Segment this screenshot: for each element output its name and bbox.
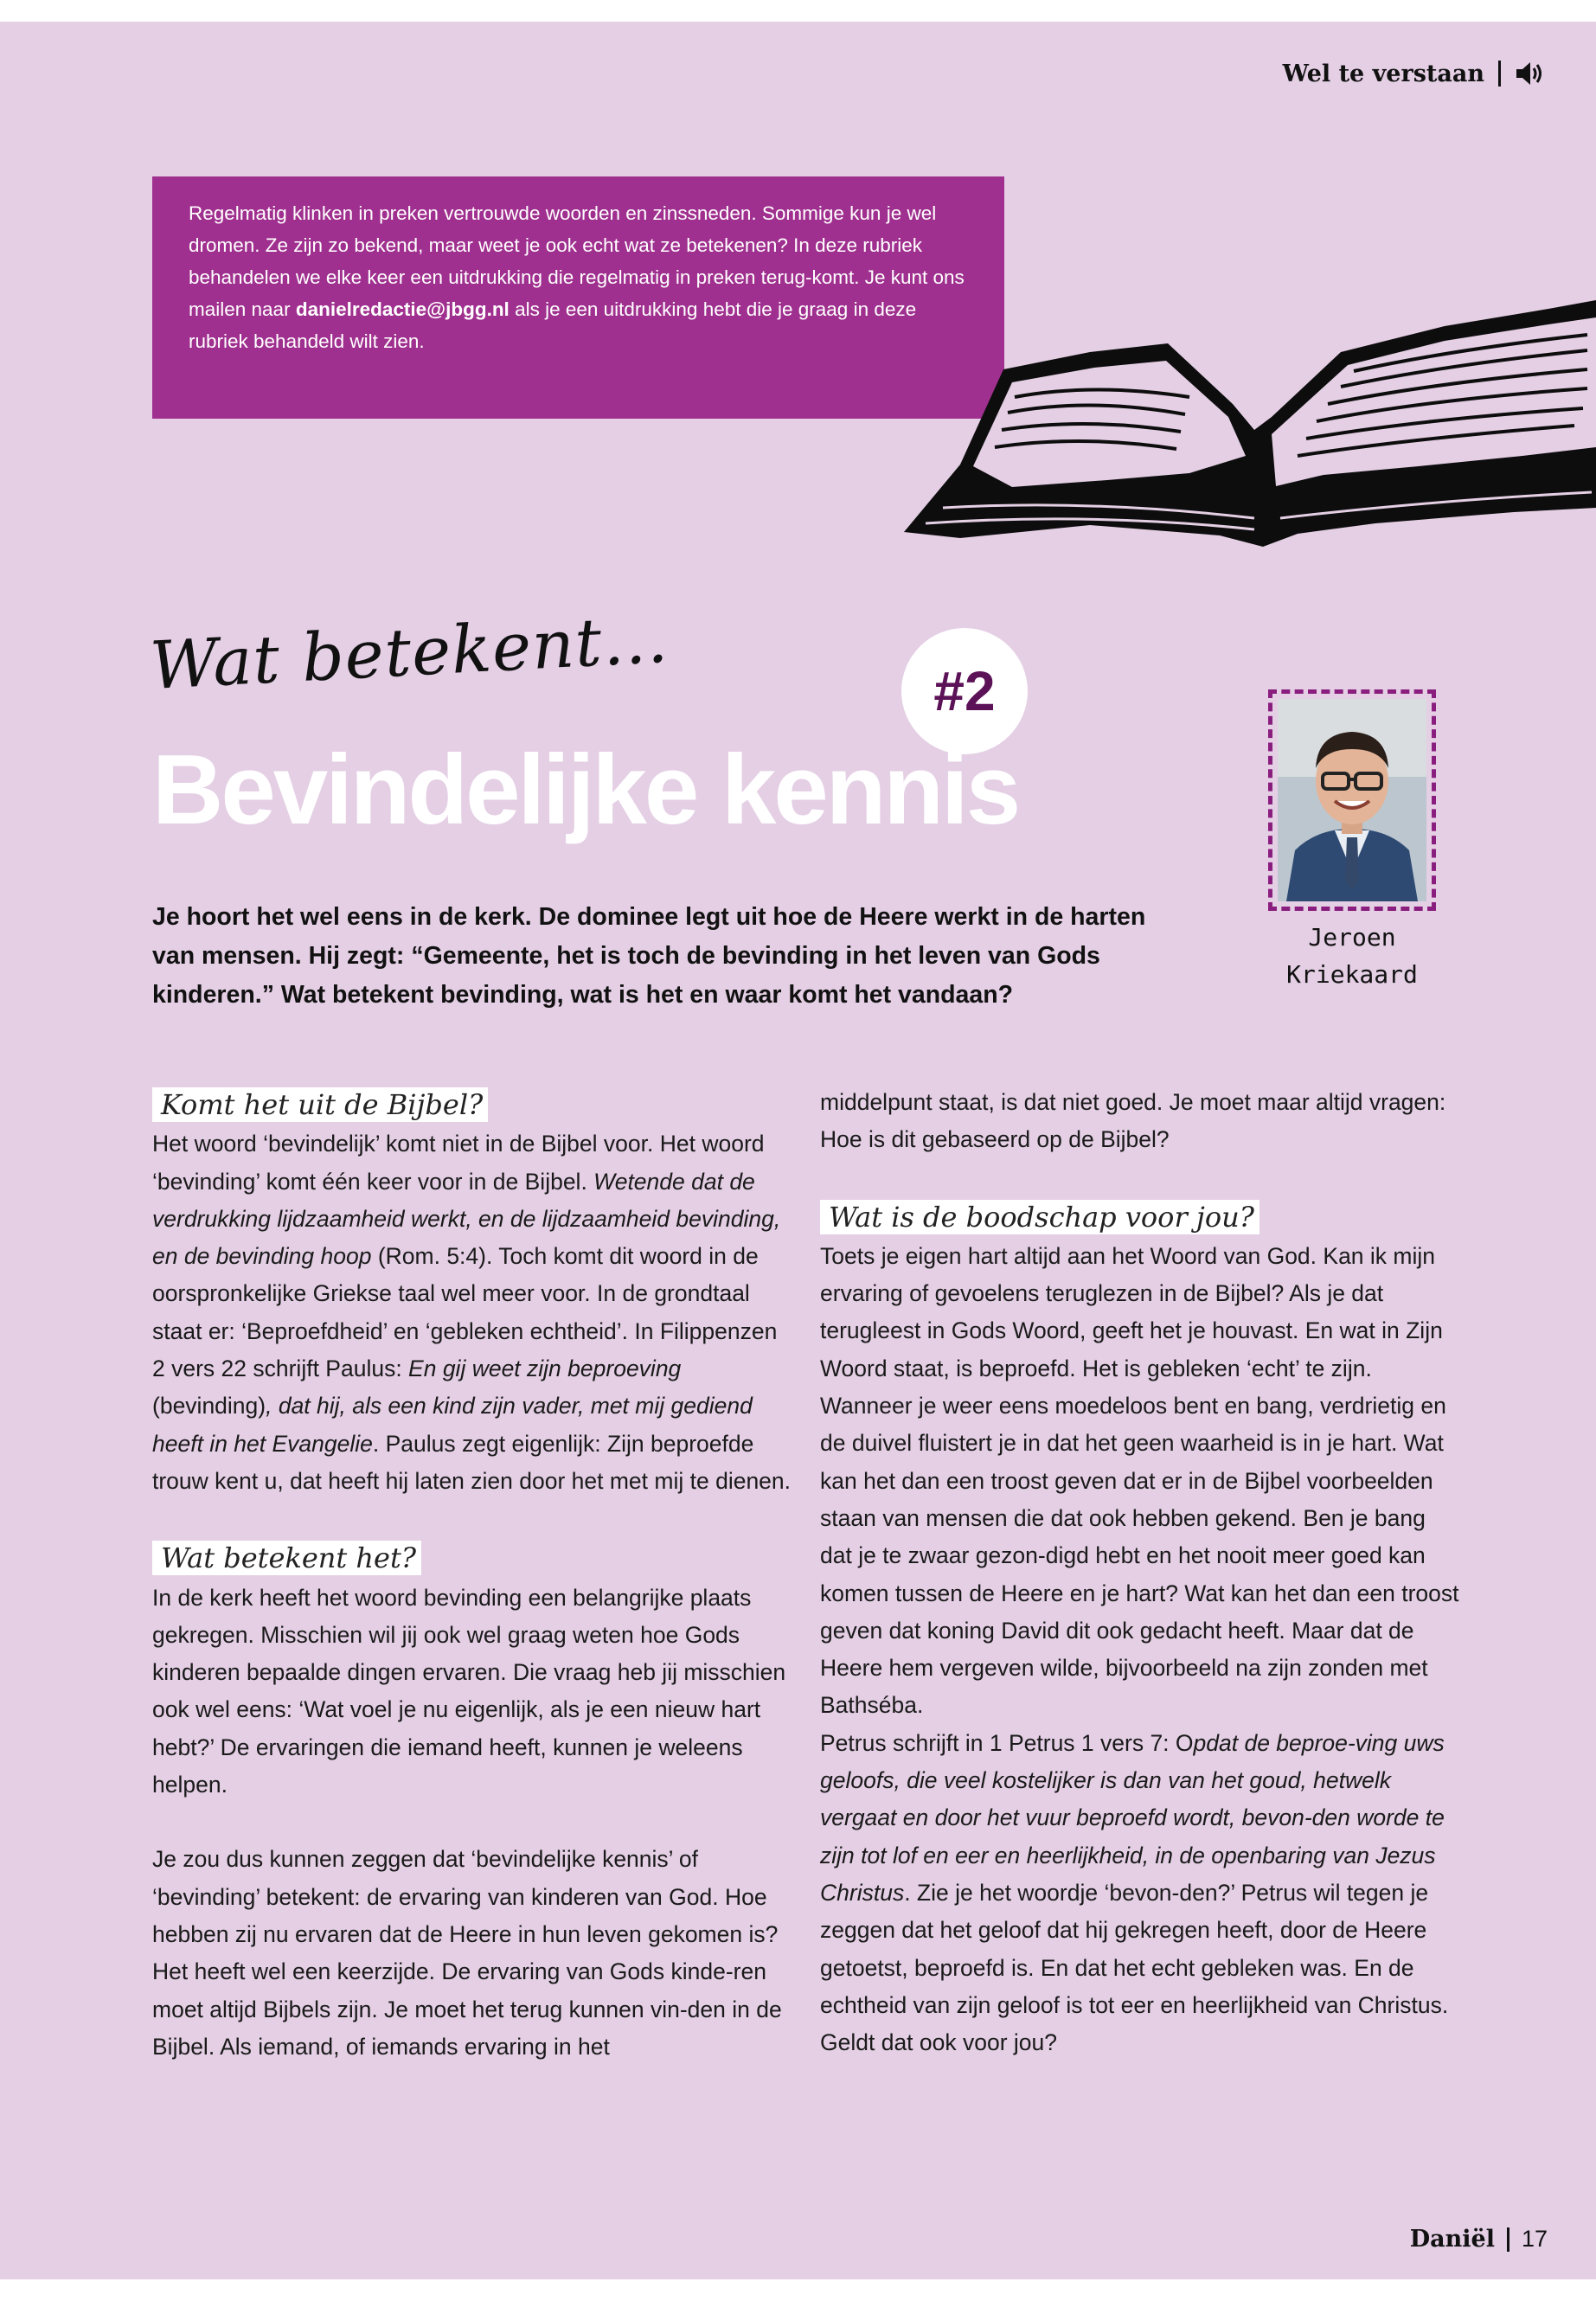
page-footer: [1410, 2226, 1548, 2253]
divider: [1498, 61, 1501, 87]
open-book-illustration: [891, 248, 1596, 568]
article-column-right: [820, 1084, 1460, 2061]
page-title: Bevindelijke kennis: [152, 735, 1019, 845]
title-kicker: Wat betekent…: [148, 599, 671, 704]
subheading: Wat betekent het?: [152, 1541, 421, 1575]
spacer: [152, 1500, 792, 1537]
author-photo-frame: [1268, 689, 1436, 911]
issue-number-badge: #2: [901, 628, 1028, 754]
paragraph: In de kerk heeft het woord bevinding een belangrijke plaats gekregen. Misschien wil jij ook wel graag weten hoe Gods kinderen bepaalde dingen ervaren. Die vraag heb jij misschien ook wel eens: ‘Wat voel je nu eigenlijk, als je een nieuw hart hebt?’ De ervaringen die iemand heeft, kunnen je weleens helpen.: [152, 1584, 786, 1798]
email-link[interactable]: danielredactie@jbgg.nl: [295, 298, 510, 320]
paragraph: Je zou dus kunnen zeggen dat ‘bevindelijke kennis’ of ‘bevinding’ betekent: de ervaring van kinderen van God. Hoe hebben zij nu ervaren dat de Heere in hun leven gekomen is?: [152, 1846, 779, 1947]
paragraph: Toets je eigen hart altijd aan het Woord van God. Kan ik mijn ervaring of gevoelens teruglezen in de Bijbel? Als je dat terugleest in Gods Woord, geeft het je houvast. En wat in Zijn Woord staat, is beproefd. Het is gebleken ‘echt’ te zijn. Wanneer je weer eens moedeloos bent en bang, verdrietig en de duivel fluistert je in dat het geen waarheid is in je hart. Wat kan het dan een troost geven dat er in de Bijbel voorbeelden staan van mensen die dat ook hebben gekend. Ben je bang dat je te zwaar gezon-digd hebt en het nooit meer goed kan komen tussen de Heere en je hart? Wat kan het dan een troost geven dat koning David dit ook gedacht heeft. Maar dat de Heere hem vergeven wilde, bijvoorbeeld na zijn zonden met Bathséba.: [820, 1242, 1459, 1719]
intro-text: Regelmatig klinken in preken vertrouwde woorden en zinssneden. Sommige kun je wel dromen. Ze zijn zo bekend, maar weet je ook echt wat ze betekenen? In deze rubriek behandelen we elke keer een uitdrukking die regelmatig in preken terug-komt. Je kunt ons mailen naar: [189, 202, 965, 320]
intro-box: [152, 176, 1004, 419]
intro-text-end: als je een uitdrukking hebt die je graag in deze rubriek behandeld wilt zien.: [189, 298, 917, 352]
lead-paragraph: Je hoort het wel eens in de kerk. De dominee legt uit hoe de Heere werkt in de harten van mensen. Hij zegt: “Gemeente, het is toch de bevinding in het leven van Gods kinderen.” Wat betekent bevinding, wat is het en waar komt het vandaan?: [152, 903, 1146, 1009]
text-run: (bevinding): [152, 1393, 266, 1420]
text-run: . Paulus zegt eigenlijk: Zijn beproefde trouw kent u, dat heeft hij laten zien door het met mij te dienen.: [152, 1430, 792, 1494]
speaker-icon[interactable]: [1515, 60, 1544, 87]
bible-quote: pdat de beproe-ving uws geloofs, die veel kostelijker is dan van het goud, hetwelk vergaat en door het vuur beproefd wordt, bevon-den worde te zijn tot lof en eer en heerlijkheid, in de openbaring van Jezus Christus: [820, 1729, 1445, 1906]
spacer: [820, 1159, 1460, 1196]
text-run: Het woord ‘bevindelijk’ komt niet in de Bijbel voor. Het woord ‘bevinding’ komt één keer voor in de Bijbel.: [152, 1131, 765, 1195]
divider: [1507, 2227, 1509, 2252]
author-avatar: [1278, 699, 1426, 901]
article-column-left: [152, 1084, 792, 2066]
paragraph: [820, 1725, 1460, 2062]
text-run: . Zie je het woordje ‘bevon-den?’ Petrus wil tegen je zeggen dat het geloof dat hij gekregen heeft, door de Heere getoetst, beproefd is. En dat het echt gebleken was. En de echtheid van zijn geloof is tot eer en heerlijkheid van Christus. Geldt dat ook voor jou?: [820, 1879, 1449, 2056]
bible-quote: En gij weet zijn beproeving: [408, 1356, 682, 1382]
magazine-page: [0, 22, 1596, 2279]
subheading: Komt het uit de Bijbel?: [152, 1087, 488, 1122]
text-run: (Rom. 5:4). Toch komt dit woord in de oorspronkelijke Griekse taal wel meer voor. In de grondtaal staat er: ‘Beproefdheid’ en ‘gebleken echtheid’. In Filippenzen 2 vers 22 schrijft Paulus:: [152, 1243, 778, 1382]
paragraph: Het heeft wel een keerzijde. De ervaring van Gods kinde-ren moet altijd Bijbels zijn. Je moet het terug kunnen vin-den in de Bijbel. Als iemand, of iemands ervaring in het: [152, 1958, 782, 2060]
section-title: Wel te verstaan: [1282, 60, 1484, 87]
author-first-name: Jeroen: [1308, 923, 1396, 952]
paragraph: [152, 1125, 792, 1500]
spacer: [152, 1804, 792, 1841]
text-run: Petrus schrijft in 1 Petrus 1 vers 7: O: [820, 1729, 1194, 1756]
bible-quote: , dat hij, als een kind zijn vader, met mij gediend heeft in het Evangelie: [152, 1393, 753, 1457]
author-last-name: Kriekaard: [1286, 960, 1418, 989]
page-number: 17: [1521, 2226, 1548, 2252]
subheading: Wat is de boodschap voor jou?: [820, 1200, 1259, 1234]
paragraph: middelpunt staat, is dat niet goed. Je moet maar altijd vragen: Hoe is dit gebaseerd op de Bijbel?: [820, 1089, 1446, 1153]
running-head: [1283, 60, 1544, 87]
author-name: [1268, 919, 1436, 993]
magazine-name: Daniël: [1409, 2226, 1495, 2253]
bible-quote: Wetende dat de verdrukking lijdzaamheid werkt, en de lijdzaamheid bevinding, en de bevinding hoop: [152, 1168, 781, 1270]
